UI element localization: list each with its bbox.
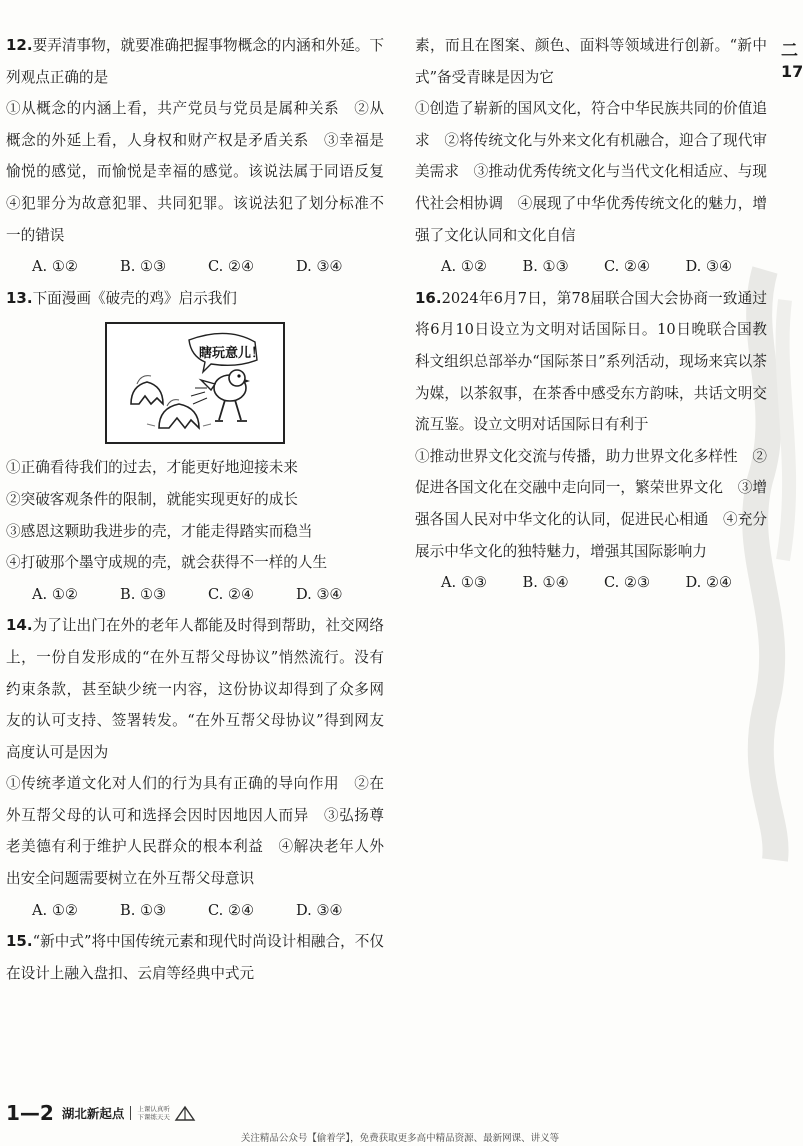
comic-caption: 瞎玩意儿！	[199, 346, 265, 362]
slogan-line-1: 上课认真听	[137, 1105, 170, 1113]
choice-a[interactable]: A. ①②	[32, 901, 78, 919]
brand-slogan	[137, 1105, 170, 1121]
section-mark: 二	[781, 41, 798, 61]
question-stem: 为了让出门在外的老年人都能及时得到帮助，社交网络上，一份自发形成的“在外互帮父母协议”悄然流行。没有约束条款，甚至缺少统一内容，这份协议却得到了众多网友的认可支持、签署转发。“在外互帮父母协议”得到网友高度认可是因为	[6, 617, 384, 761]
page-number: 1—2	[6, 1101, 54, 1125]
page-footer	[6, 1101, 196, 1125]
question-number: 12.	[6, 36, 33, 54]
question-statements: ①传统孝道文化对人们的行为具有正确的导向作用 ②在外互帮父母的认可和选择会因时因地因人而异 ③弘扬尊老美德有利于维护人民群众的根本利益 ④解决老年人外出安全问题需要树立在外互帮父母意识	[6, 775, 384, 888]
question-stem: 要弄清事物，就要准确把握事物概念的内涵和外延。下列观点正确的是	[6, 37, 384, 86]
watermark-notice: 关注精品公众号【偷着学】，免费获取更多高中精品资源、最新网课、讲义等	[240, 1133, 560, 1144]
question-stem: 2024年6月7日，第78届联合国大会协商一致通过将6月10日设立为文明对话国际日。10日晚联合国教科文组织总部举办“国际茶日”系列活动，现场来宾以茶为媒，以茶叙事，在茶香中感受东方韵味，共话文明交流互鉴。设立文明对话国际日有利于	[415, 289, 767, 434]
question-statements: ①创造了崭新的国风文化，符合中华民族共同的价值追求 ②将传统文化与外来文化有机融合，迎合了现代审美需求 ③推动优秀传统文化与当代文化相适应、与现代社会相协调 ④展现了中华优秀传统文化的魅力，增强了文化认同和文化自信	[415, 100, 767, 244]
answer-choices	[6, 251, 384, 283]
choice-c[interactable]: C. ②③	[604, 574, 651, 592]
choice-b[interactable]: B. ①③	[120, 901, 167, 919]
choice-b[interactable]: B. ①④	[522, 574, 569, 592]
choice-d[interactable]: D. ②④	[685, 574, 733, 592]
page-index-mark: 17	[781, 62, 803, 81]
answer-choices	[415, 567, 767, 599]
statement-2: ②突破客观条件的限制，就能实现更好的成长	[6, 490, 298, 508]
question-statements: ①推动世界文化交流与传播，助力世界文化多样性 ②促进各国文化在交融中走向同一，繁荣世界文化 ③增强各国人民对中华文化的认同，促进民心相通 ④充分展示中华文化的独特魅力，增强其国际影响力	[415, 447, 767, 560]
brand-logo-icon	[174, 1104, 196, 1122]
footer-divider	[130, 1106, 131, 1120]
choice-d[interactable]: D. ③④	[296, 585, 343, 603]
question-12	[6, 30, 399, 283]
brand-name: 湖北新起点	[61, 1106, 125, 1121]
choice-a[interactable]: A. ①②	[32, 585, 78, 603]
answer-choices	[6, 579, 384, 611]
question-number: 15.	[6, 932, 33, 951]
choice-a[interactable]: A. ①②	[441, 258, 487, 276]
answer-choices	[415, 251, 767, 283]
question-14	[6, 610, 384, 926]
question-15-part2	[415, 30, 767, 283]
choice-d[interactable]: D. ③④	[685, 258, 733, 276]
question-13	[6, 283, 384, 611]
question-number: 13.	[6, 288, 33, 307]
question-16	[415, 283, 767, 599]
statement-1: ①正确看待我们的过去，才能更好地迎接未来	[6, 459, 298, 477]
answer-choices	[6, 895, 384, 927]
statement-3: ③感恩这颗助我进步的壳，才能走得踏实而稳当	[6, 522, 313, 540]
question-stem: 下面漫画《破壳的鸡》启示我们	[32, 289, 237, 307]
choice-b[interactable]: B. ①③	[120, 585, 167, 603]
choice-c[interactable]: C. ②④	[208, 901, 255, 919]
slogan-line-2: 下课练天天	[137, 1113, 170, 1121]
choice-c[interactable]: C. ②④	[208, 258, 255, 276]
cartoon-illustration	[107, 324, 283, 442]
choice-a[interactable]: A. ①③	[441, 574, 487, 592]
statement-4: ④打破那个墨守成规的壳，就会获得不一样的人生	[6, 554, 328, 572]
choice-b[interactable]: B. ①③	[120, 258, 167, 276]
question-number: 16.	[415, 288, 442, 307]
question-number: 14.	[6, 616, 33, 635]
choice-c[interactable]: C. ②④	[604, 258, 651, 276]
comic-image	[105, 322, 285, 444]
choice-d[interactable]: D. ③④	[296, 901, 343, 919]
choice-d[interactable]: D. ③④	[296, 258, 343, 276]
question-stem: “新中式”将中国传统元素和现代时尚设计相融合，不仅在设计上融入盘扣、云肩等经典中式元	[6, 933, 384, 982]
choice-c[interactable]: C. ②④	[208, 585, 255, 603]
question-stem-continued: 素，而且在图案、颜色、面料等领域进行创新。“新中式”备受青睐是因为它	[415, 37, 767, 86]
choice-a[interactable]: A. ①②	[32, 258, 78, 276]
choice-b[interactable]: B. ①③	[522, 258, 569, 276]
question-15-part1	[6, 926, 384, 989]
right-column	[415, 30, 767, 599]
left-column	[6, 30, 399, 989]
question-statements: ①从概念的内涵上看，共产党员与党员是属种关系 ②从概念的外延上看，人身权和财产权是矛盾关系 ③幸福是愉悦的感觉，而愉悦是幸福的感觉。该说法属于同语反复 ④犯罪分为故意犯罪、共同犯罪。该说法犯了划分标准不一的错误	[6, 100, 399, 244]
